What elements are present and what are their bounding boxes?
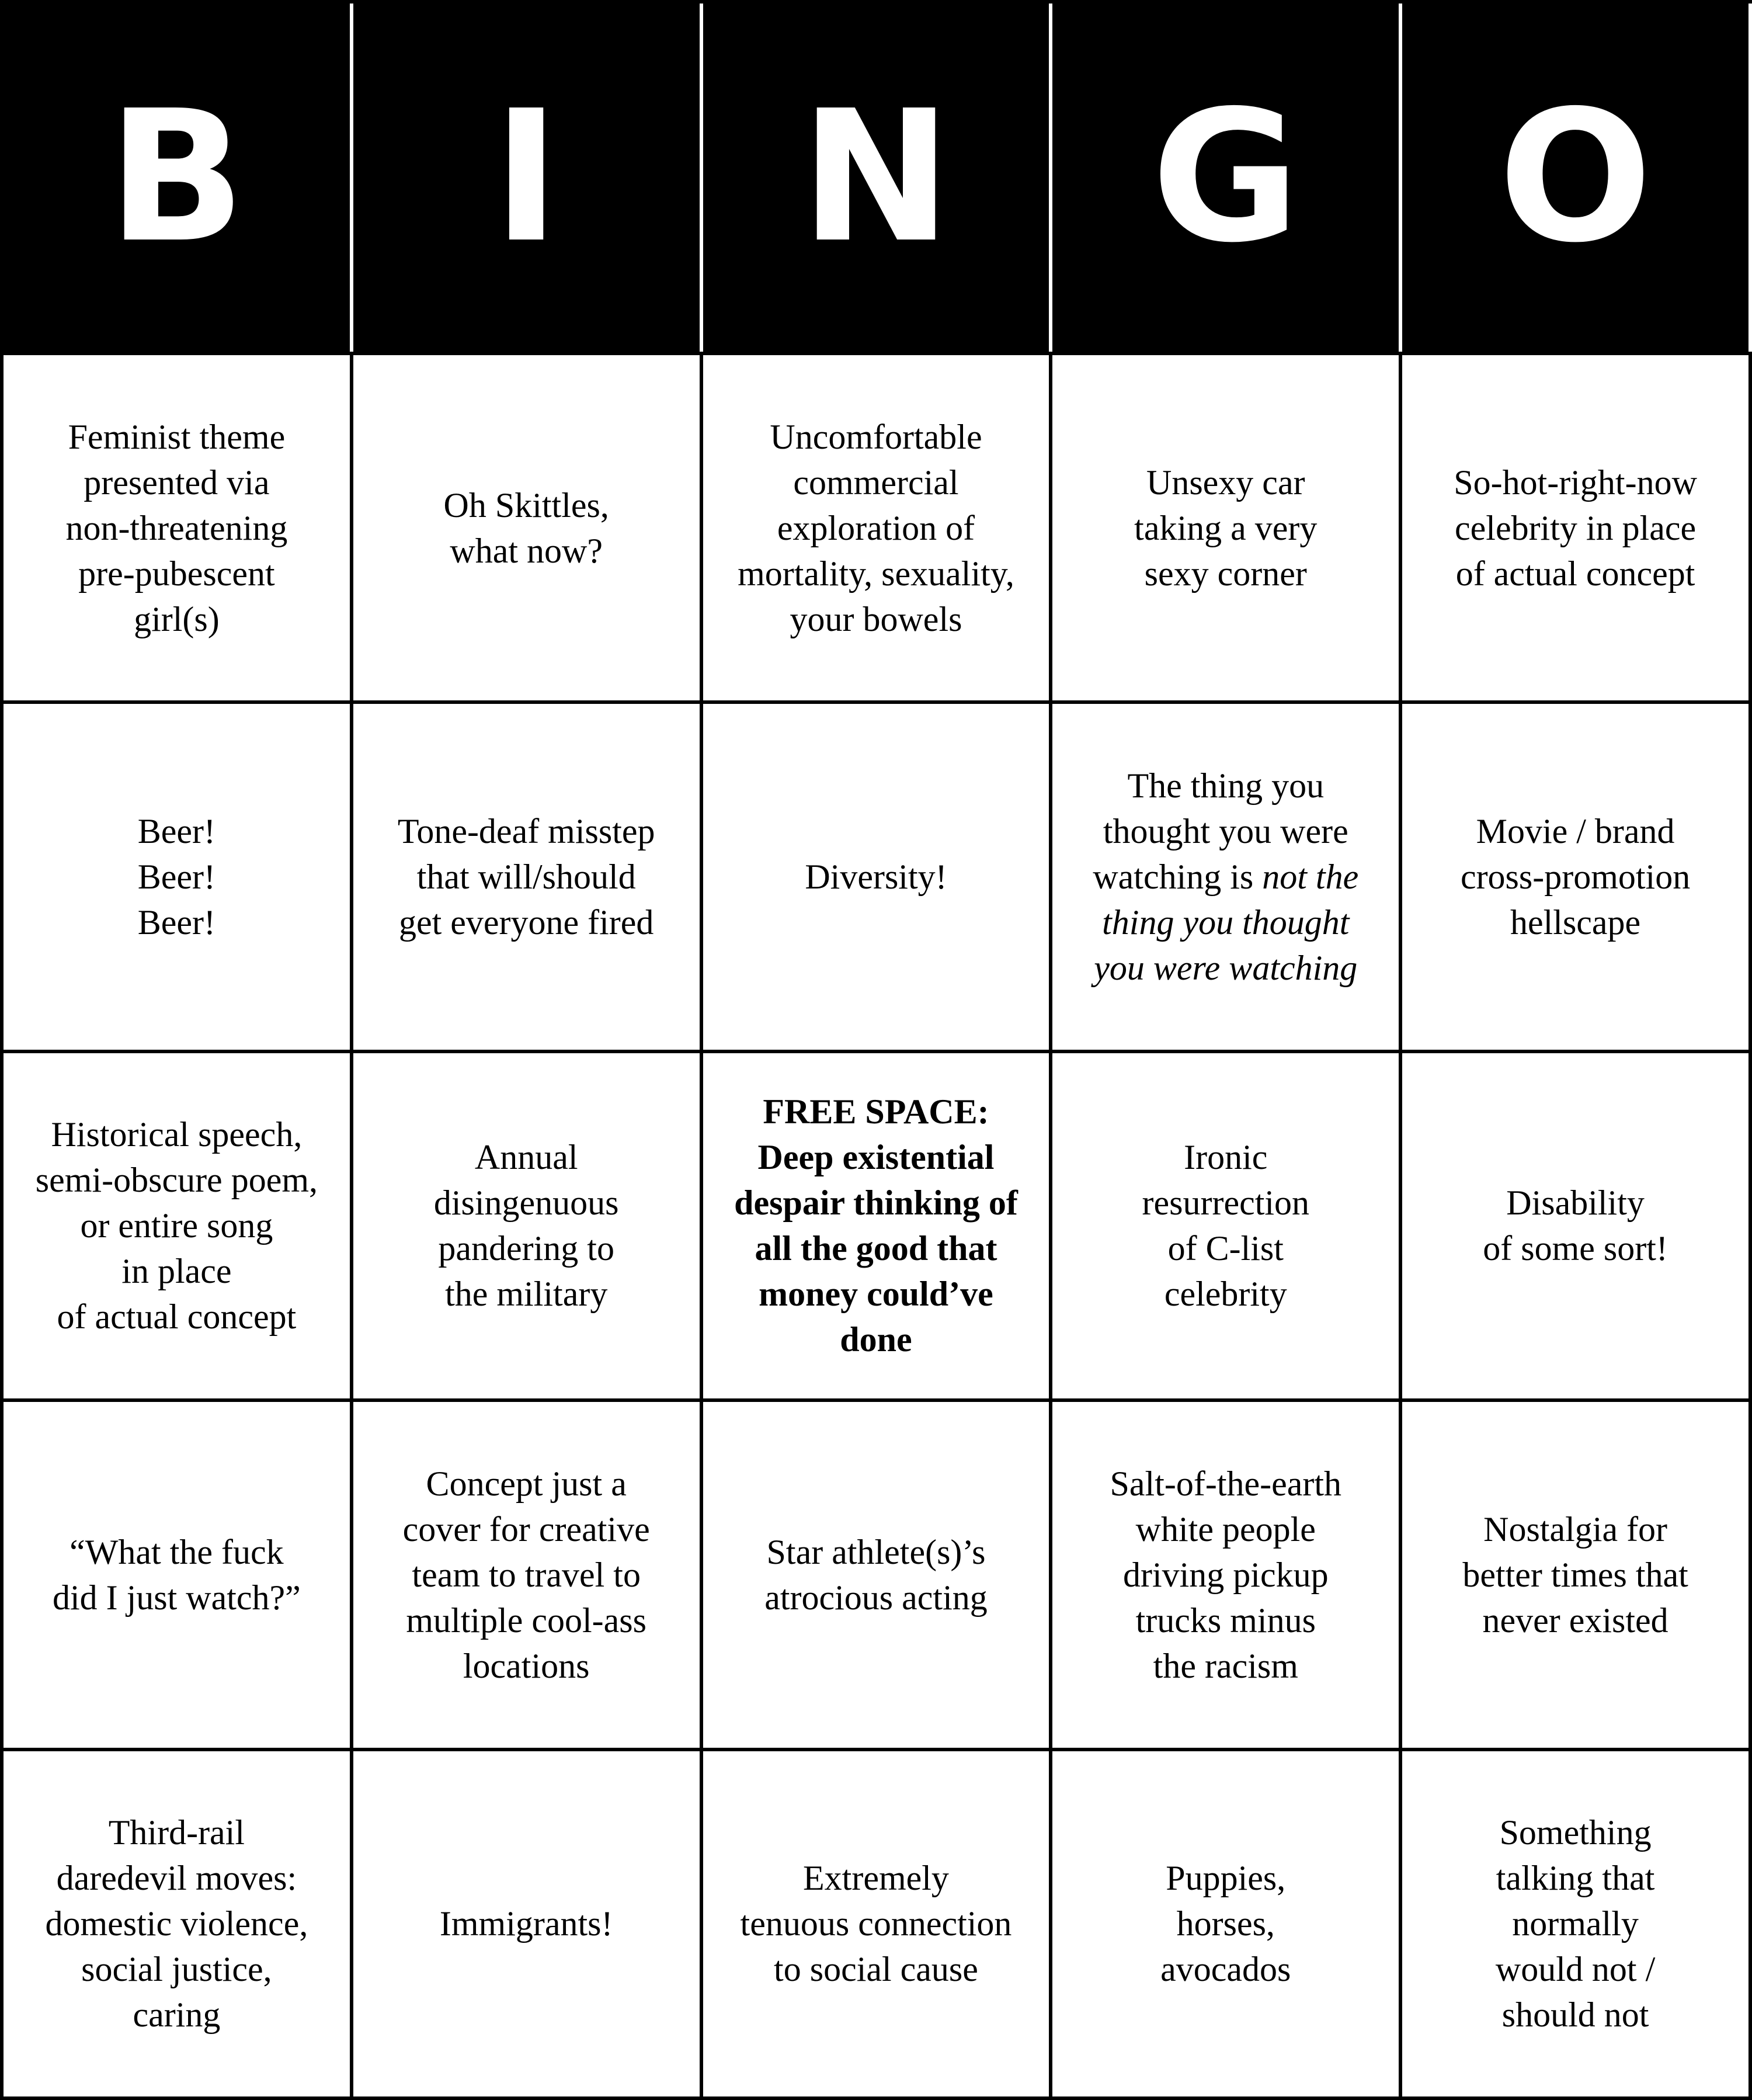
bingo-cell-r5-c1[interactable] (4, 1751, 350, 2096)
free-space-cell[interactable] (703, 1053, 1049, 1398)
cell-text: Diversity! (805, 858, 947, 897)
bingo-cell-r5-c4[interactable] (1052, 1751, 1399, 2096)
cell-text: Annual disingenuous pandering to the military (433, 1138, 619, 1314)
cell-text: Immigrants! (439, 1904, 613, 1943)
cell-text-italic: not the thing you thought you were watching (1094, 858, 1359, 988)
bingo-cell-r2-c3[interactable] (703, 704, 1049, 1049)
cell-text: Feminist theme presented via non-threatening pre-pubescent girl(s) (65, 417, 288, 638)
cell-text: Unsexy car taking a very sexy corner (1134, 463, 1318, 593)
bingo-cell-r1-c5[interactable] (1402, 355, 1748, 700)
cell-text: Puppies, horses, avocados (1160, 1859, 1291, 1989)
bingo-cell-r5-c2[interactable] (353, 1751, 700, 2096)
bingo-cell-r1-c3[interactable] (703, 355, 1049, 700)
cell-text: Extremely tenuous connection to social cause (740, 1859, 1012, 1989)
cell-text: So-hot-right-now celebrity in place of actual concept (1454, 463, 1697, 593)
cell-text: Something talking that normally would not / should not (1495, 1813, 1656, 2035)
header-letter-n: N (703, 4, 1049, 352)
bingo-cell-r2-c5[interactable] (1402, 704, 1748, 1049)
cell-text (1093, 763, 1358, 991)
header-letter-b: B (4, 4, 350, 352)
cell-text: Movie / brand cross-promotion hellscape (1460, 812, 1691, 942)
cell-text: Tone-deaf misstep that will/should get everyone fired (397, 812, 655, 942)
cell-text: Uncomfortable commercial exploration of mortality, sexuality, your bowels (738, 417, 1014, 638)
bingo-cell-r4-c1[interactable] (4, 1402, 350, 1747)
cell-text: Nostalgia for better times that never existed (1462, 1509, 1688, 1640)
cell-text: Ironic resurrection of C-list celebrity (1142, 1138, 1310, 1314)
cell-text: Salt-of-the-earth white people driving pickup trucks minus the racism (1110, 1464, 1342, 1685)
header-letter-g: G (1052, 4, 1399, 352)
bingo-cell-r4-c3[interactable] (703, 1402, 1049, 1747)
bingo-cell-r3-c2[interactable] (353, 1053, 700, 1398)
bingo-cell-r1-c1[interactable] (4, 355, 350, 700)
header-letter-i: I (353, 4, 700, 352)
cell-text: Beer! Beer! Beer! (137, 812, 216, 942)
bingo-cell-r3-c4[interactable] (1052, 1053, 1399, 1398)
free-space-text: FREE SPACE: Deep existential despair thinking of all the good that money could’ve done (734, 1092, 1018, 1359)
bingo-cell-r3-c5[interactable] (1402, 1053, 1748, 1398)
cell-text: Third-rail daredevil moves: domestic violence, social justice, caring (45, 1813, 308, 2035)
bingo-cell-r5-c5[interactable] (1402, 1751, 1748, 2096)
cell-text: Concept just a cover for creative team to travel to multiple cool-ass locations (402, 1464, 650, 1685)
bingo-cell-r2-c1[interactable] (4, 704, 350, 1049)
header-letter-o: O (1402, 4, 1748, 352)
bingo-cell-r5-c3[interactable] (703, 1751, 1049, 2096)
cell-text: Star athlete(s)’s atrocious acting (764, 1532, 988, 1617)
cell-text: “What the fuck did I just watch?” (52, 1532, 301, 1617)
bingo-cell-r2-c4[interactable] (1052, 704, 1399, 1049)
bingo-cell-r3-c1[interactable] (4, 1053, 350, 1398)
cell-text: Disability of some sort! (1483, 1183, 1668, 1268)
bingo-cell-r1-c4[interactable] (1052, 355, 1399, 700)
bingo-cell-r4-c2[interactable] (353, 1402, 700, 1747)
cell-text: Historical speech, semi-obscure poem, or entire song in place of actual concept (35, 1115, 318, 1337)
bingo-cell-r2-c2[interactable] (353, 704, 700, 1049)
bingo-cell-r4-c4[interactable] (1052, 1402, 1399, 1747)
bingo-cell-r4-c5[interactable] (1402, 1402, 1748, 1747)
cell-text-plain: The thing you thought you were watching is (1093, 766, 1348, 897)
bingo-cell-r1-c2[interactable] (353, 355, 700, 700)
cell-text: Oh Skittles, what now? (443, 485, 609, 570)
